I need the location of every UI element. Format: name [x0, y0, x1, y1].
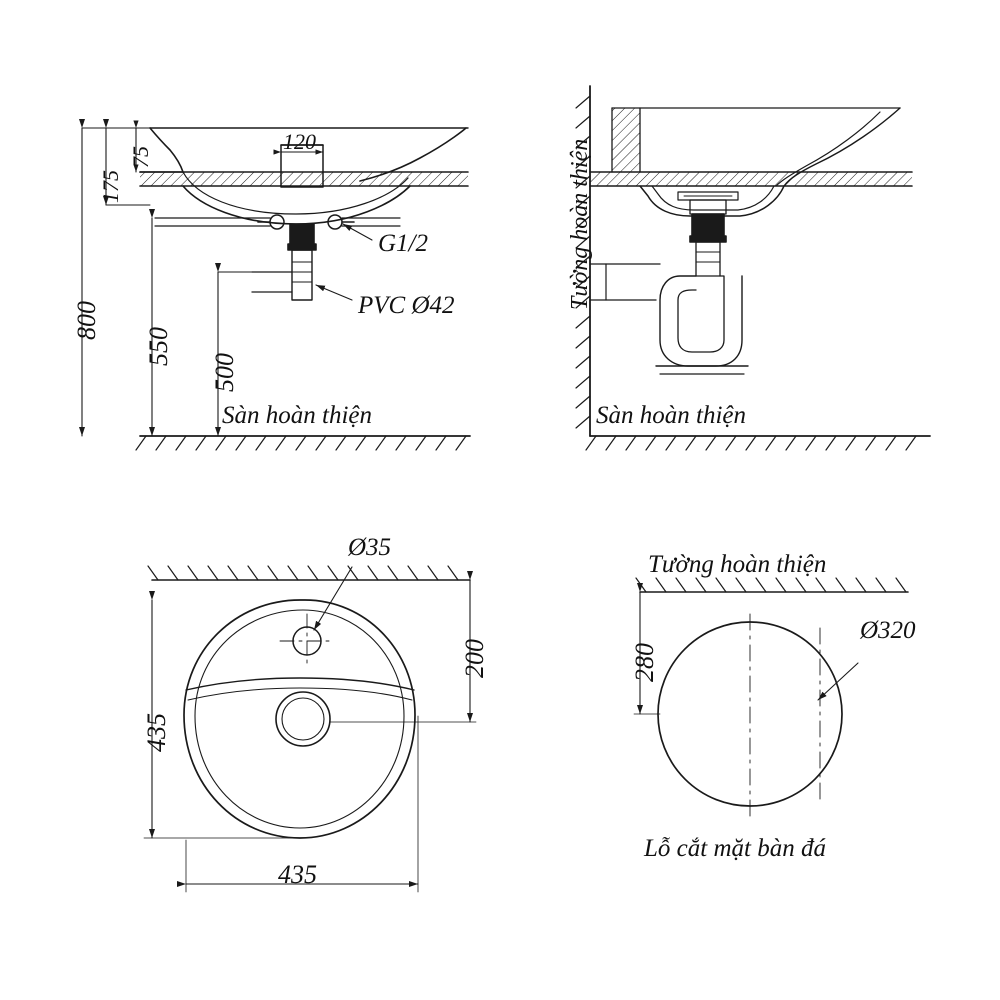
dim-500: 500 — [210, 353, 239, 392]
dim-120: 120 — [283, 129, 316, 154]
label-pvc-42: PVC Ø42 — [358, 292, 455, 319]
caption-stone-top-cutout: Lỗ cắt mặt bàn đá — [644, 835, 826, 862]
label-finished-wall-cutout: Tường hoàn thiện — [648, 551, 827, 578]
label-finished-floor-front: Sàn hoàn thiện — [222, 402, 372, 429]
dim-75: 75 — [128, 146, 153, 168]
label-diameter-320: Ø320 — [860, 617, 916, 644]
dim-175: 175 — [98, 170, 123, 203]
dim-550: 550 — [144, 327, 173, 366]
dim-435-horizontal: 435 — [278, 860, 317, 889]
label-hole-35: Ø35 — [348, 534, 392, 561]
label-finished-floor-side: Sàn hoàn thiện — [596, 402, 746, 429]
dim-280: 280 — [630, 643, 659, 682]
dim-435-vertical: 435 — [142, 713, 171, 752]
dim-200: 200 — [460, 639, 489, 678]
label-finished-wall-side: Tường hoàn thiện — [567, 138, 593, 310]
label-g12: G1/2 — [378, 230, 428, 257]
dim-800: 800 — [72, 301, 101, 340]
